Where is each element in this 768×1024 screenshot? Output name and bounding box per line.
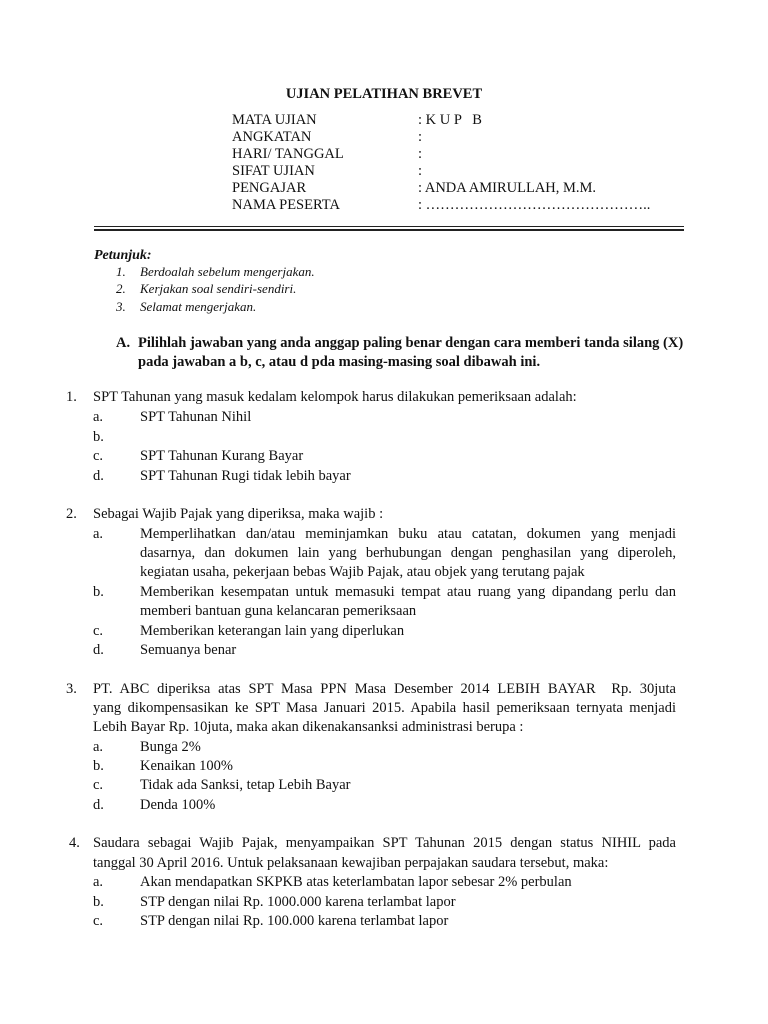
- option-text: Bunga 2%: [140, 739, 201, 755]
- option-letter[interactable]: a.: [93, 526, 104, 542]
- question-text: Saudara sebagai Wajib Pajak, menyampaikan SPT Tahunan 2015 dengan status NIHIL pada: [93, 835, 676, 851]
- info-label: ANGKATAN: [232, 129, 312, 145]
- petunjuk-text: Berdoalah sebelum mengerjakan.: [140, 264, 315, 279]
- header-divider-bottom: [94, 229, 684, 231]
- option-text: Denda 100%: [140, 797, 216, 813]
- option-text: kegiatan usaha, pekerjaan bebas Wajib Pajak, atau objek yang terutang pajak: [140, 564, 585, 580]
- document-title: UJIAN PELATIHAN BREVET: [285, 86, 483, 102]
- question-text: yang dikompensasikan ke SPT Masa Januari 2015. Apabila hasil pemeriksaan ternyata menjadi: [93, 700, 676, 716]
- option-text: Akan mendapatkan SKPKB atas keterlambatan lapor sebesar 2% perbulan: [140, 874, 572, 890]
- section-a-line: pada jawaban a b, c, atau d pda masing-masing soal dibawah ini.: [138, 354, 541, 370]
- option-letter[interactable]: c.: [93, 777, 104, 793]
- info-value: :: [418, 163, 423, 179]
- option-text: Semuanya benar: [140, 642, 237, 658]
- petunjuk-item: [116, 281, 296, 297]
- section-letter: A.: [116, 335, 131, 351]
- nama-peserta-blank: : ………………………………………..: [418, 197, 651, 213]
- info-label: HARI/ TANGGAL: [232, 146, 344, 162]
- question-number: 1.: [66, 389, 77, 405]
- info-label: SIFAT UJIAN: [232, 163, 315, 179]
- option-letter[interactable]: b.: [93, 584, 104, 600]
- info-value: : ANDA AMIRULLAH, M.M.: [418, 180, 597, 196]
- option-letter[interactable]: c.: [93, 913, 104, 929]
- petunjuk-heading: Petunjuk:: [94, 248, 152, 263]
- petunjuk-item: [116, 299, 256, 315]
- question-number: 3.: [66, 681, 77, 697]
- option-text: Tidak ada Sanksi, tetap Lebih Bayar: [140, 777, 351, 793]
- option-letter[interactable]: a.: [93, 739, 104, 755]
- option-letter[interactable]: c.: [93, 623, 104, 639]
- info-value: :: [418, 146, 423, 162]
- question-text: SPT Tahunan yang masuk kedalam kelompok harus dilakukan pemeriksaan adalah:: [93, 389, 577, 405]
- petunjuk-text: Selamat mengerjakan.: [140, 299, 257, 314]
- info-label: NAMA PESERTA: [232, 197, 340, 213]
- option-text: Memberikan keterangan lain yang diperlukan: [140, 623, 405, 639]
- option-text: STP dengan nilai Rp. 100.000 karena terlambat lapor: [140, 913, 449, 929]
- option-text: SPT Tahunan Kurang Bayar: [140, 448, 304, 464]
- option-letter[interactable]: b.: [93, 758, 104, 774]
- option-text: STP dengan nilai Rp. 1000.000 karena terlambat lapor: [140, 894, 456, 910]
- option-letter[interactable]: b.: [93, 429, 104, 445]
- option-text: SPT Tahunan Rugi tidak lebih bayar: [140, 468, 351, 484]
- question-number: 4.: [69, 835, 80, 851]
- info-label: MATA UJIAN: [232, 112, 317, 128]
- info-value: : K U P B: [418, 112, 482, 128]
- option-letter[interactable]: c.: [93, 448, 104, 464]
- header-divider-top: [94, 226, 684, 227]
- info-label: PENGAJAR: [232, 180, 307, 196]
- info-value: :: [418, 129, 423, 145]
- option-letter[interactable]: a.: [93, 874, 104, 890]
- petunjuk-number: 1.: [116, 264, 126, 279]
- option-letter[interactable]: d.: [93, 797, 104, 813]
- option-letter[interactable]: a.: [93, 409, 104, 425]
- option-text: Memperlihatkan dan/atau meminjamkan buku atau catatan, dokumen yang menjadi: [140, 526, 676, 542]
- section-a-line: Pilihlah jawaban yang anda anggap paling benar dengan cara memberi tanda silang (X): [138, 335, 684, 351]
- question-text: PT. ABC diperiksa atas SPT Masa PPN Masa Desember 2014 LEBIH BAYAR Rp. 30juta: [93, 681, 676, 697]
- option-letter[interactable]: d.: [93, 642, 104, 658]
- petunjuk-text: Kerjakan soal sendiri-sendiri.: [140, 281, 297, 296]
- option-text: dasarnya, dan dokumen lain yang berhubungan dengan penghasilan yang diperoleh,: [140, 545, 676, 561]
- question-number: 2.: [66, 506, 77, 522]
- petunjuk-item: [116, 264, 315, 280]
- option-letter[interactable]: d.: [93, 468, 104, 484]
- option-text: Kenaikan 100%: [140, 758, 234, 774]
- option-text: SPT Tahunan Nihil: [140, 409, 252, 425]
- question-text: Sebagai Wajib Pajak yang diperiksa, maka wajib :: [93, 506, 384, 522]
- petunjuk-number: 3.: [116, 299, 126, 314]
- question-text: Lebih Bayar Rp. 10juta, maka akan dikenakansanksi administrasi berupa :: [93, 719, 524, 735]
- question-text: tanggal 30 April 2016. Untuk pelaksanaan kewajiban perpajakan saudara tersebut, maka:: [93, 855, 609, 871]
- option-text: memberi bantuan guna kelancaran pemeriksaan: [140, 603, 417, 619]
- petunjuk-number: 2.: [116, 281, 126, 296]
- option-letter[interactable]: b.: [93, 894, 104, 910]
- option-text: Memberikan kesempatan untuk memasuki tempat atau ruang yang dipandang perlu dan: [140, 584, 676, 600]
